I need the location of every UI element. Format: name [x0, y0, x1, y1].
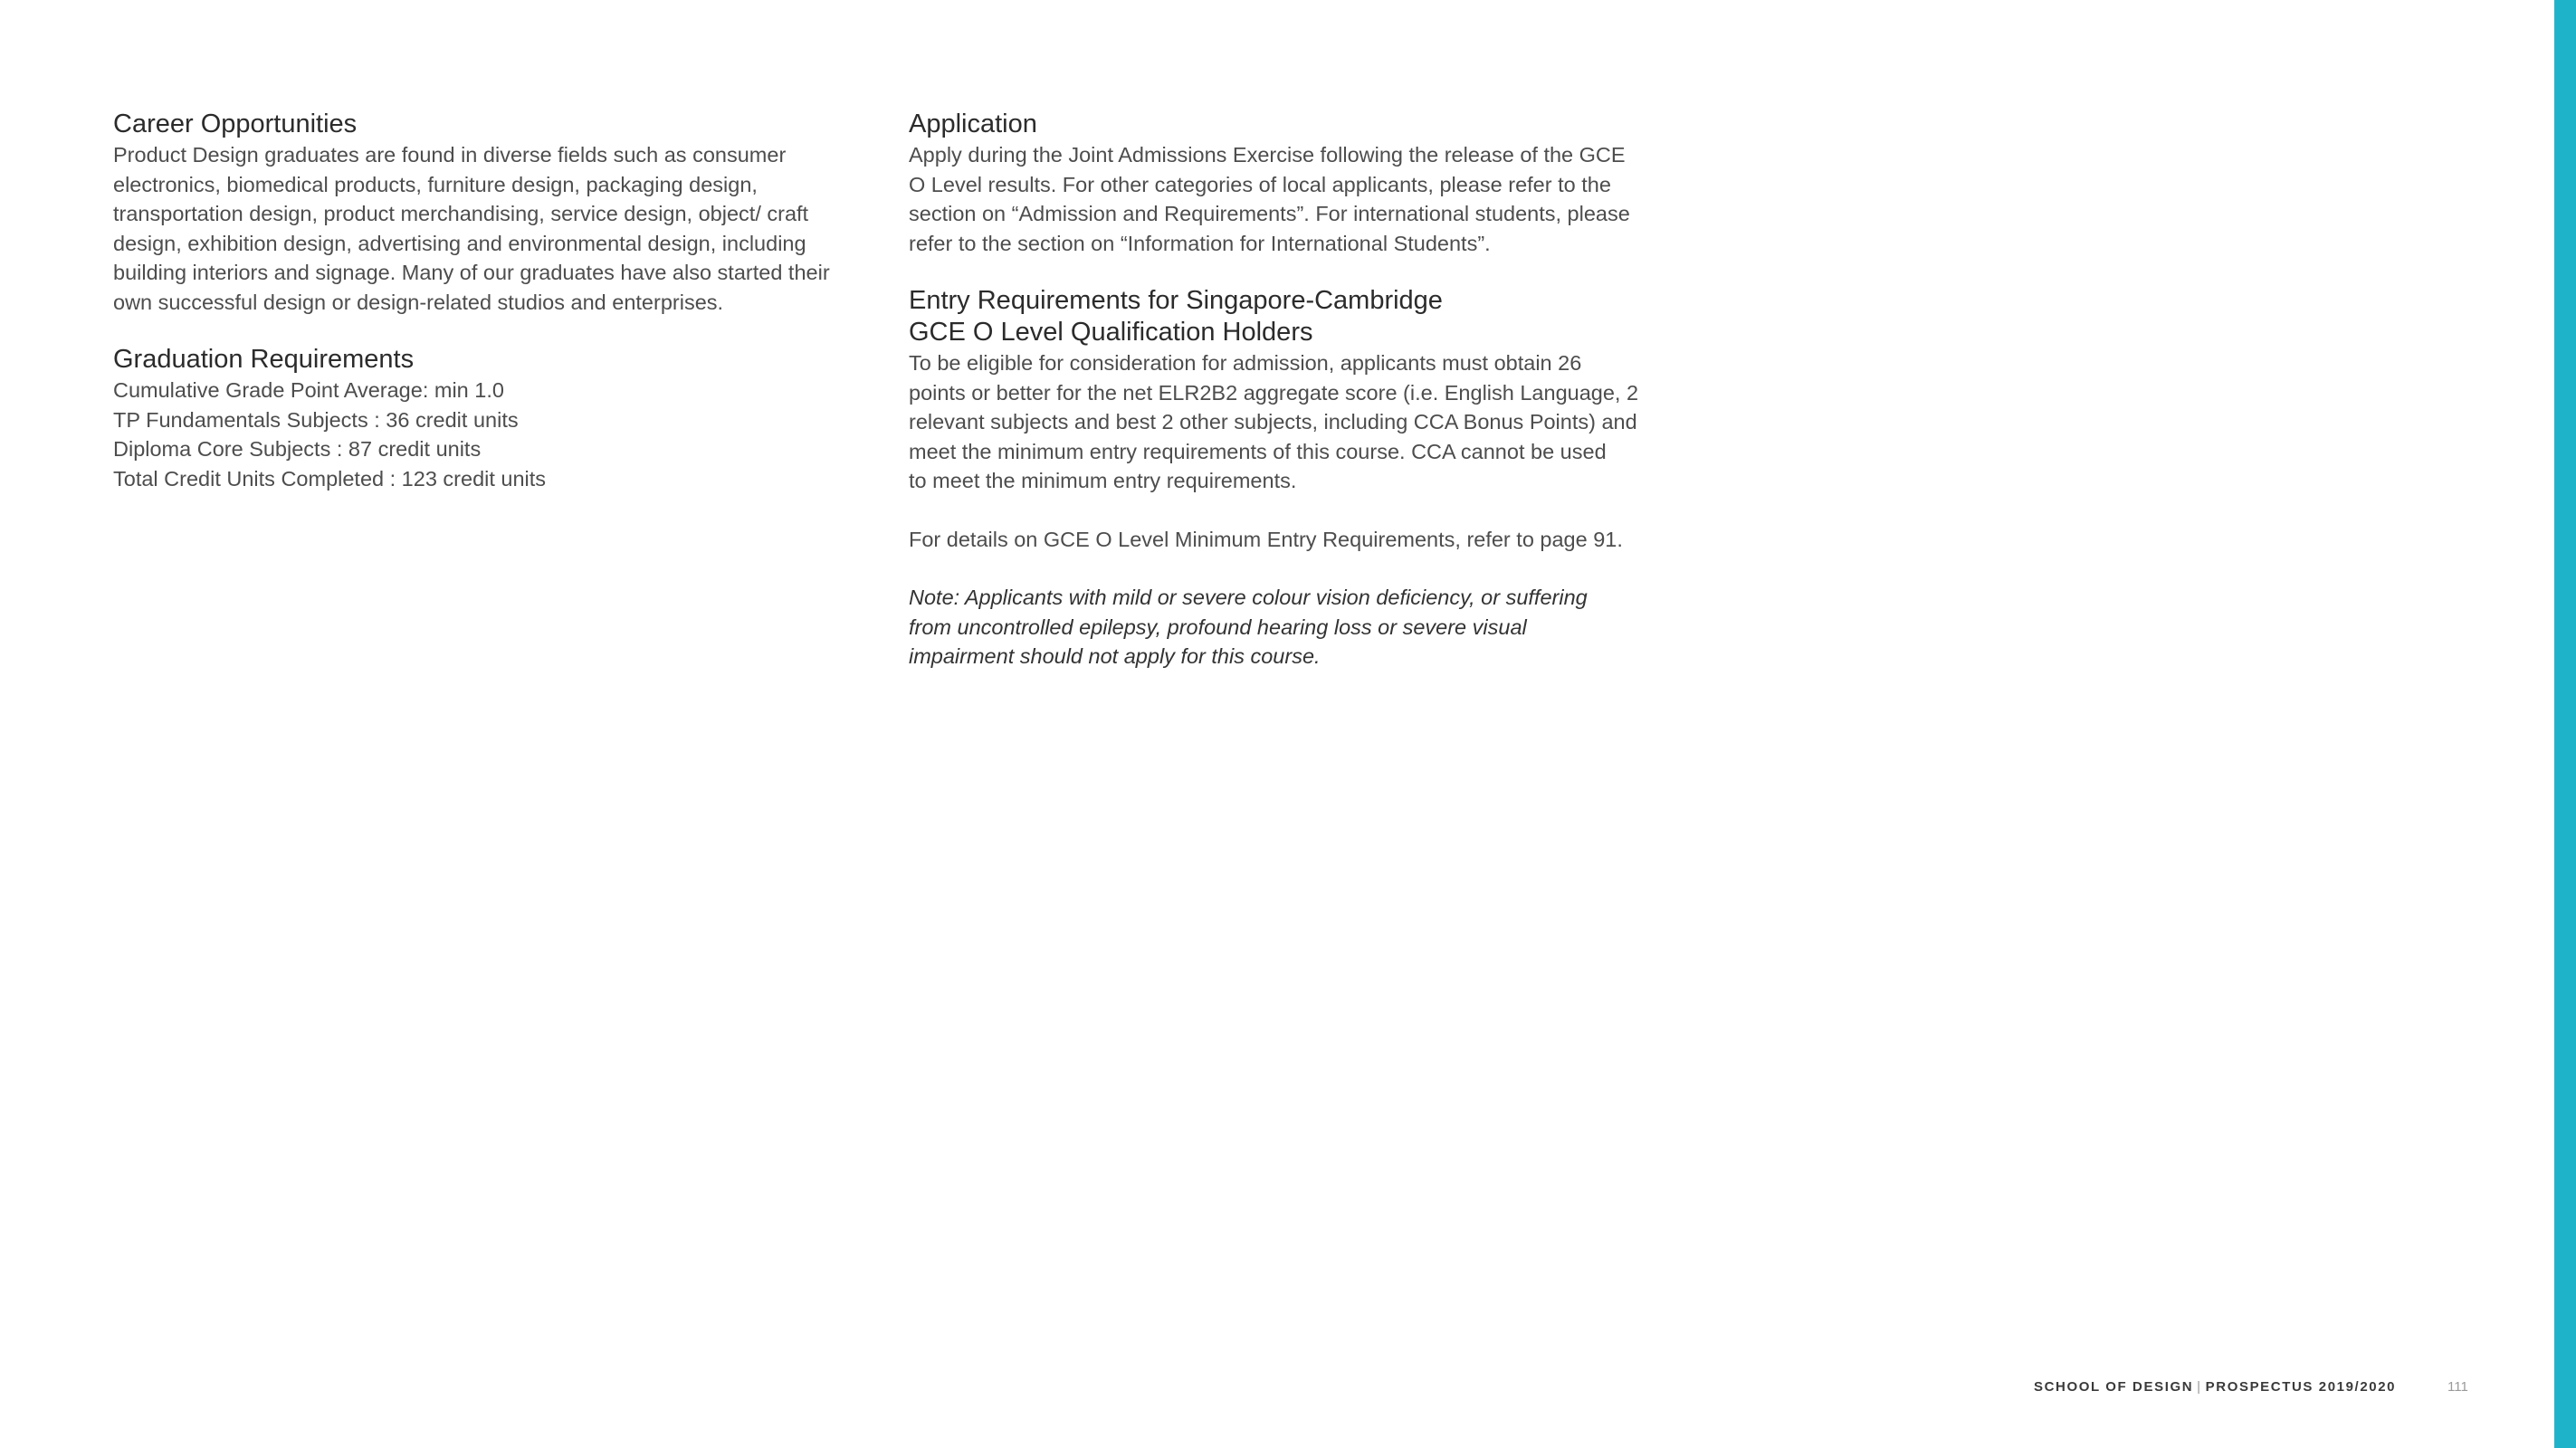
- text-line: To be eligible for consideration for admission, applicants must obtain 26: [909, 351, 1582, 375]
- text-line: Product Design graduates are found in diverse fields such as consumer: [113, 143, 787, 167]
- footer-separator: |: [2197, 1379, 2202, 1395]
- text-line: transportation design, product merchandising, service design, object/ craft: [113, 202, 809, 225]
- heading-line: Entry Requirements for Singapore-Cambridge: [909, 286, 1443, 315]
- right-column: [909, 109, 1678, 672]
- footer-school: SCHOOL OF DESIGN: [2034, 1379, 2194, 1395]
- accent-bar: [2554, 0, 2576, 1448]
- career-opportunities-heading: Career Opportunities: [113, 110, 358, 138]
- entry-requirements-heading: [909, 285, 1678, 348]
- text-line: refer to the section on “Information for International Students”.: [909, 231, 1491, 255]
- application-heading: Application: [909, 110, 1037, 138]
- text-line: electronics, biomedical products, furniture design, packaging design,: [113, 172, 758, 196]
- career-opportunities-text: [113, 140, 883, 317]
- text-line: own successful design or design-related studios and enterprises.: [113, 290, 724, 314]
- graduation-requirements-list: [113, 376, 883, 493]
- text-line: impairment should not apply for this course.: [909, 644, 1321, 668]
- text-line: relevant subjects and best 2 other subjects, including CCA Bonus Points) and: [909, 410, 1637, 433]
- requirement-item: Cumulative Grade Point Average: min 1.0: [113, 378, 504, 402]
- text-line: from uncontrolled epilepsy, profound hearing loss or severe visual: [909, 614, 1527, 639]
- footer-prospectus: PROSPECTUS 2019/2020: [2205, 1379, 2397, 1395]
- text-line: design, exhibition design, advertising and environmental design, including: [113, 231, 806, 255]
- requirement-item: TP Fundamentals Subjects : 36 credit units: [113, 407, 519, 432]
- text-line: to meet the minimum entry requirements.: [909, 469, 1297, 492]
- note-text: [909, 583, 1678, 672]
- text-line: O Level results. For other categories of local applicants, please refer to the: [909, 172, 1611, 196]
- requirement-item: Total Credit Units Completed : 123 credit units: [113, 466, 547, 491]
- text-line: Note: Applicants with mild or severe colour vision deficiency, or suffering: [909, 586, 1588, 609]
- application-text: [909, 140, 1678, 258]
- requirement-item: Diploma Core Subjects : 87 credit units: [113, 437, 482, 461]
- entry-details-text: For details on GCE O Level Minimum Entry Requirements, refer to page 91.: [909, 527, 1623, 551]
- entry-requirements-text: [909, 348, 1678, 496]
- page-footer: [2034, 1379, 2396, 1395]
- text-line: points or better for the net ELR2B2 aggregate score (i.e. English Language, 2: [909, 380, 1639, 405]
- text-line: section on “Admission and Requirements”. For international students, please: [909, 202, 1630, 225]
- text-line: building interiors and signage. Many of our graduates have also started their: [113, 261, 830, 284]
- text-line: Apply during the Joint Admissions Exercise following the release of the GCE: [909, 143, 1626, 167]
- graduation-requirements-heading: Graduation Requirements: [113, 345, 415, 374]
- page-number: 111: [2447, 1379, 2468, 1395]
- heading-line: GCE O Level Qualification Holders: [909, 318, 1313, 347]
- left-column: [113, 109, 883, 493]
- text-line: meet the minimum entry requirements of this course. CCA cannot be used: [909, 439, 1607, 463]
